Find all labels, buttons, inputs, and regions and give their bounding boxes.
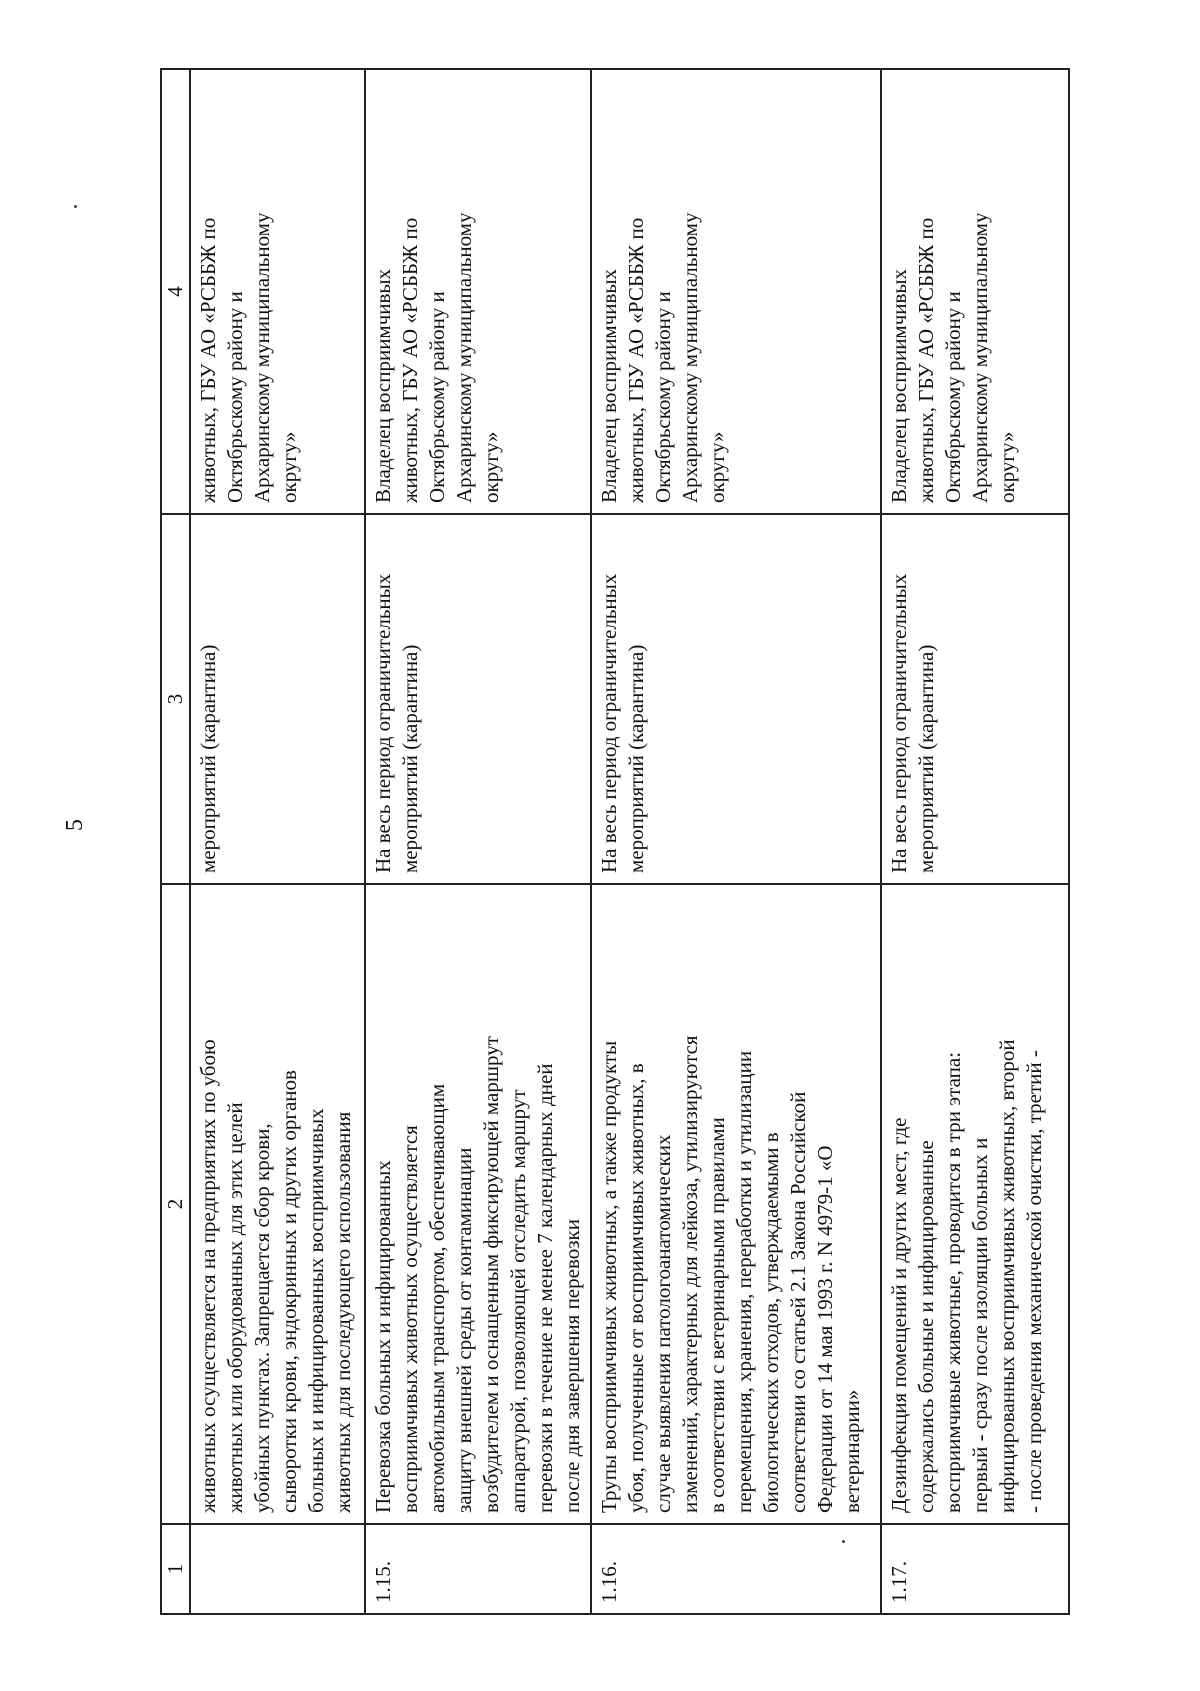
scan-speck [842,1540,845,1543]
period-text-content: На весь период ограничительных мероприятий (карантина) [887,573,938,873]
responsible-text-content: Владелец восприимчивых животных, ГБУ АО «РСББЖ по Октябрьскому району и Архаринскому муниципальному округу» [371,212,503,503]
row-number: 1.17. [881,1524,1069,1614]
responsible-text [190,69,365,514]
measure-text-content: животных осуществляется на предприятиях по убою животных или оборудованных для этих целей убойных пунктах. Запрещается сбор крови, сыворотки крови, эндокринных и других органов больных и инфицированных восприимчивых животных для последующего использования [196,1039,355,1513]
measure-text [365,884,591,1524]
scan-speck [74,205,77,208]
measure-text [190,884,365,1524]
period-text [591,514,881,884]
table-row [881,69,1069,1614]
page-number: 5 [62,819,88,831]
measure-text-content: Трупы восприимчивых животных, а также продукты убоя, полученные от восприимчивых животных, в случае выявления патологоанатомических изменений, характерных для лейкоза, утилизируются в соответствии с ветеринарными правилами перемещения, хранения, переработки и утилизации биологических отходов, утверждаемыми в соответствии со статьей 2.1 Закона Российской Федерации от 14 мая 1993 г. N 4979-1 «О ветеринарии» [597,1035,864,1513]
measure-text [881,884,1069,1524]
responsible-text [591,69,881,514]
period-text [881,514,1069,884]
responsible-text [881,69,1069,514]
table-row [365,69,591,1614]
row-number: 1.15. [365,1524,591,1614]
period-text [190,514,365,884]
table-row [190,69,365,1614]
rotated-table-frame [160,70,1070,1615]
header-col-2: 2 [161,884,190,1524]
measure-text-content: Дезинфекция помещений и других мест, где содержались больные и инфицированные восприимчивые животные, проводится в три этапа: первый - сразу после изоляции больных и инфицированных восприимчивых животных, второй - после проведения механической очистки, третий - [887,1039,1046,1513]
header-col-4: 4 [161,69,190,514]
responsible-text-content: животных, ГБУ АО «РСББЖ по Октябрьскому району и Архаринскому муниципальному округу» [196,212,301,503]
measure-text [591,884,881,1524]
header-col-3: 3 [161,514,190,884]
period-text-content: мероприятий (карантина) [196,644,220,873]
period-text [365,514,591,884]
row-number [190,1524,365,1614]
responsible-text-content: Владелец восприимчивых животных, ГБУ АО «РСББЖ по Октябрьскому району и Архаринскому муниципальному округу» [887,212,1019,503]
header-col-1: 1 [161,1524,190,1614]
measure-text-content: Перевозка больных и инфицированных восприимчивых животных осуществляется автомобильным транспортом, обеспечивающим защиту внешней среды от контаминации возбудителем и оснащенным фиксирующей маршрут аппаратурой, позволяющей отследить маршрут перевозки в течение не менее 7 календарных дней после дня завершения перевозки [371,1036,584,1513]
period-text-content: На весь период ограничительных мероприятий (карантина) [371,573,422,873]
period-text-content: На весь период ограничительных мероприятий (карантина) [597,573,648,873]
responsible-text [365,69,591,514]
table-row [591,69,881,1614]
row-number: 1.16. [591,1524,881,1614]
measures-table [160,68,1070,1615]
table-header-row [161,69,190,1614]
responsible-text-content: Владелец восприимчивых животных, ГБУ АО «РСББЖ по Октябрьскому району и Архаринскому муниципальному округу» [597,212,729,503]
